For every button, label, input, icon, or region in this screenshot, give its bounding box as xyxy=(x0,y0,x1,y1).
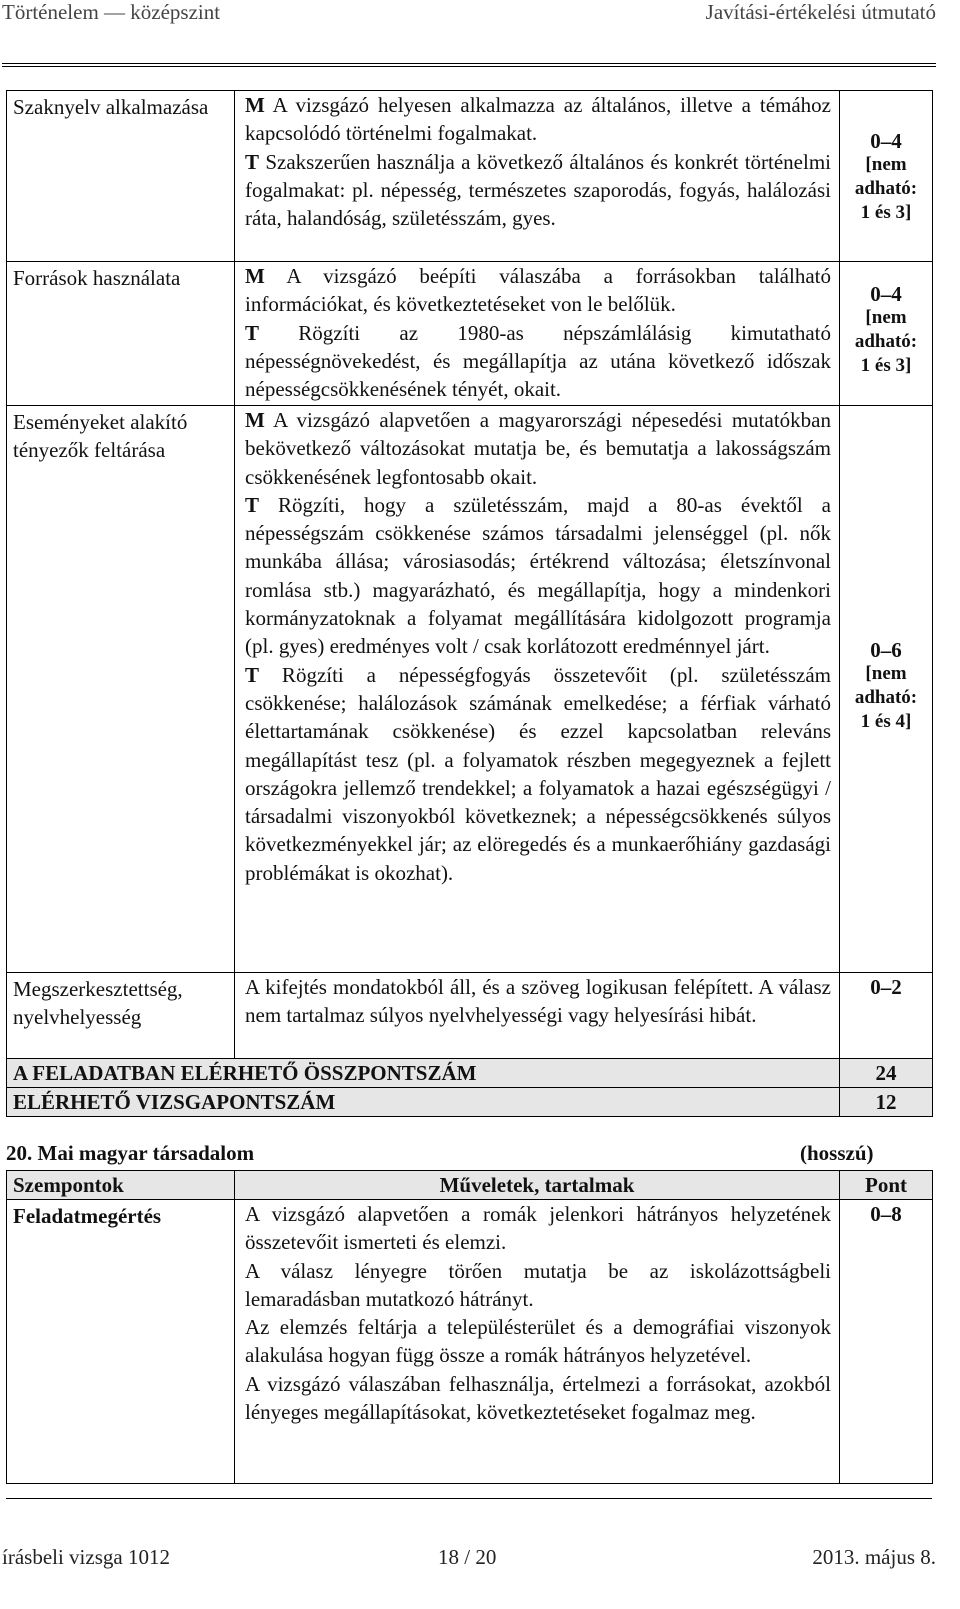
paragraph-marker: M xyxy=(245,93,265,117)
assessment-table xyxy=(6,90,933,1117)
content-cell xyxy=(235,406,840,973)
criterion-cell: Források használata xyxy=(7,262,235,406)
content-paragraph xyxy=(245,319,831,404)
header-points: Pont xyxy=(840,1171,933,1200)
points-note: 1 és 3] xyxy=(860,202,912,223)
task-table xyxy=(6,1170,933,1484)
header-criteria: Szempontok xyxy=(7,1171,235,1200)
table-row xyxy=(7,91,933,262)
points-note: 1 és 4] xyxy=(860,711,912,732)
criterion-cell: Feladatmegértés xyxy=(7,1200,235,1484)
criterion-cell: Szaknyelv alkalmazása xyxy=(7,91,235,262)
paragraph-text: Rögzíti az 1980-as népszámlálásig kimutatható népességnövekedést, és megállapítja az utána következő időszak népességcsökkenésének tényét, okait. xyxy=(245,320,831,402)
table-row xyxy=(7,1200,933,1484)
points-note: [nem xyxy=(865,663,907,684)
header-subject: Történelem — középszint xyxy=(2,0,221,24)
paragraph-text: A kifejtés mondatokból áll, és a szöveg logikusan felépített. A válasz nem tartalmaz súlyos nyelvhelyességi vagy helyesírási hibát. xyxy=(245,975,831,1028)
paragraph-text: A vizsgázó beépíti válaszába a forrásokban található információkat, és következtetéseket von le belőlük. xyxy=(245,264,831,317)
points-range: 0–2 xyxy=(870,975,902,999)
paragraph-marker: M xyxy=(245,264,265,288)
points-note: 1 és 3] xyxy=(860,355,912,376)
content-paragraph: A vizsgázó alapvetően a romák jelenkori hátrányos helyzetének összetevőit ismerteti és elemzi. xyxy=(245,1202,831,1255)
table-row xyxy=(7,262,933,406)
exam-label: ELÉRHETŐ VIZSGAPONTSZÁM xyxy=(7,1088,840,1117)
points-note: adható: xyxy=(854,331,918,352)
points-cell xyxy=(840,262,933,406)
total-label: A FELADATBAN ELÉRHETŐ ÖSSZPONTSZÁM xyxy=(7,1059,840,1088)
content-paragraph: A válasz lényegre törően mutatja be az iskolázottságbeli lemaradásban mutatkozó hátrányt. xyxy=(245,1258,831,1311)
content-cell xyxy=(235,1200,840,1484)
header-doc-type: Javítási-értékelési útmutató xyxy=(705,0,936,24)
paragraph-marker: T xyxy=(245,662,260,687)
points-range: 0–6 xyxy=(870,638,902,662)
paragraph-marker: T xyxy=(245,320,260,345)
points-note: [nem xyxy=(865,154,907,175)
header-rule xyxy=(2,63,936,64)
task-title: 20. Mai magyar társadalom xyxy=(6,1141,255,1165)
table-row xyxy=(7,406,933,973)
points-cell xyxy=(840,91,933,262)
points-range: 0–8 xyxy=(870,1202,902,1226)
paragraph-marker: T xyxy=(245,492,260,517)
exam-value: 12 xyxy=(840,1088,933,1117)
paragraph-text: A vizsgázó helyesen alkalmazza az általános, illetve a témához kapcsolódó történelmi fogalmakat. xyxy=(245,93,831,146)
paragraph-text: Rögzíti, hogy a születésszám, majd a 80-as évektől a népességszám csökkenése számos társadalmi jelenséggel (pl. nők munkába állása; városiasodás; értékrend változása; életszínvonal romlása stb.) magyarázható, és megállapítja, hogy a mindenkori kormányzatoknak a folyamat megállítására kidolgozott programja (pl. gyes) eredményes volt / csak korlátozott eredménnyel járt. xyxy=(245,492,831,659)
content-paragraph: Az elemzés feltárja a településterület és a demográfiai viszonyok alakulása hogyan függ össze a romák hátrányos helyzetével. xyxy=(245,1315,831,1368)
criterion-cell: Eseményeket alakító tényezők feltárása xyxy=(7,406,235,973)
content-cell xyxy=(235,262,840,406)
content-paragraph xyxy=(245,406,831,491)
content-cell xyxy=(235,91,840,262)
footer-page-number: 18 / 20 xyxy=(438,1545,497,1569)
points-note: adható: xyxy=(854,178,918,199)
footer-date: 2013. május 8. xyxy=(812,1545,936,1569)
total-row xyxy=(7,1059,933,1088)
points-note: [nem xyxy=(865,307,907,328)
content-paragraph xyxy=(245,148,831,233)
header-rule-second xyxy=(2,66,936,67)
exam-row xyxy=(7,1088,933,1117)
points-range: 0–4 xyxy=(870,129,902,153)
content-paragraph xyxy=(245,91,831,148)
paragraph-marker: T xyxy=(245,149,260,174)
paragraph-marker: M xyxy=(245,408,265,432)
footer-rule xyxy=(6,1498,932,1499)
paragraph-text: A vizsgázó alapvetően a magyarországi népesedési mutatókban bekövetkező változásokat mutatja be, és bemutatja a lakosságszám csökkenésének legfontosabb okait. xyxy=(245,408,831,489)
content-paragraph xyxy=(245,973,831,1030)
paragraph-text: Szakszerűen használja a következő általános és konkrét történelmi fogalmakat: pl. népesség, természetes szaporodás, fogyás, halálozási ráta, halandóság, születésszám, gyes. xyxy=(245,149,831,231)
points-cell xyxy=(840,973,933,1059)
content-paragraph: A vizsgázó válaszában felhasználja, értelmezi a forrásokat, azokból lényeges megállapításokat, következtetéseket fogalmaz meg. xyxy=(245,1371,831,1425)
points-note: adható: xyxy=(854,687,918,708)
points-cell xyxy=(840,1200,933,1484)
table-row xyxy=(7,973,933,1059)
table-header-row xyxy=(7,1171,933,1200)
task-type: (hosszú) xyxy=(800,1141,874,1165)
content-paragraph xyxy=(245,661,831,887)
header-content: Műveletek, tartalmak xyxy=(235,1171,840,1200)
footer-exam-code: írásbeli vizsga 1012 xyxy=(2,1545,170,1569)
content-paragraph xyxy=(245,491,831,661)
paragraph-text: Rögzíti a népességfogyás összetevőit (pl. születésszám csökkenése; halálozások számának emelkedése; a férfiak várható élettartamának csökkenése) és ezzel kapcsolatban releváns megállapítást tesz (pl. a folyamatok részben megegyeznek a fejlett országokra jellemző trendekkel; a folyamatok a hazai egészségügyi / társadalmi viszonyokból következnek; a népességcsökkenés súlyos következményekkel jár; az elöregedés és a munkaerőhiány gazdasági problémákat is okozhat). xyxy=(245,662,831,885)
page-header xyxy=(0,0,960,30)
content-cell xyxy=(235,973,840,1059)
points-range: 0–4 xyxy=(870,282,902,306)
criterion-cell: Megszerkesztettség, nyelvhelyesség xyxy=(7,973,235,1059)
content-paragraph xyxy=(245,262,831,319)
points-cell xyxy=(840,406,933,973)
total-value: 24 xyxy=(840,1059,933,1088)
